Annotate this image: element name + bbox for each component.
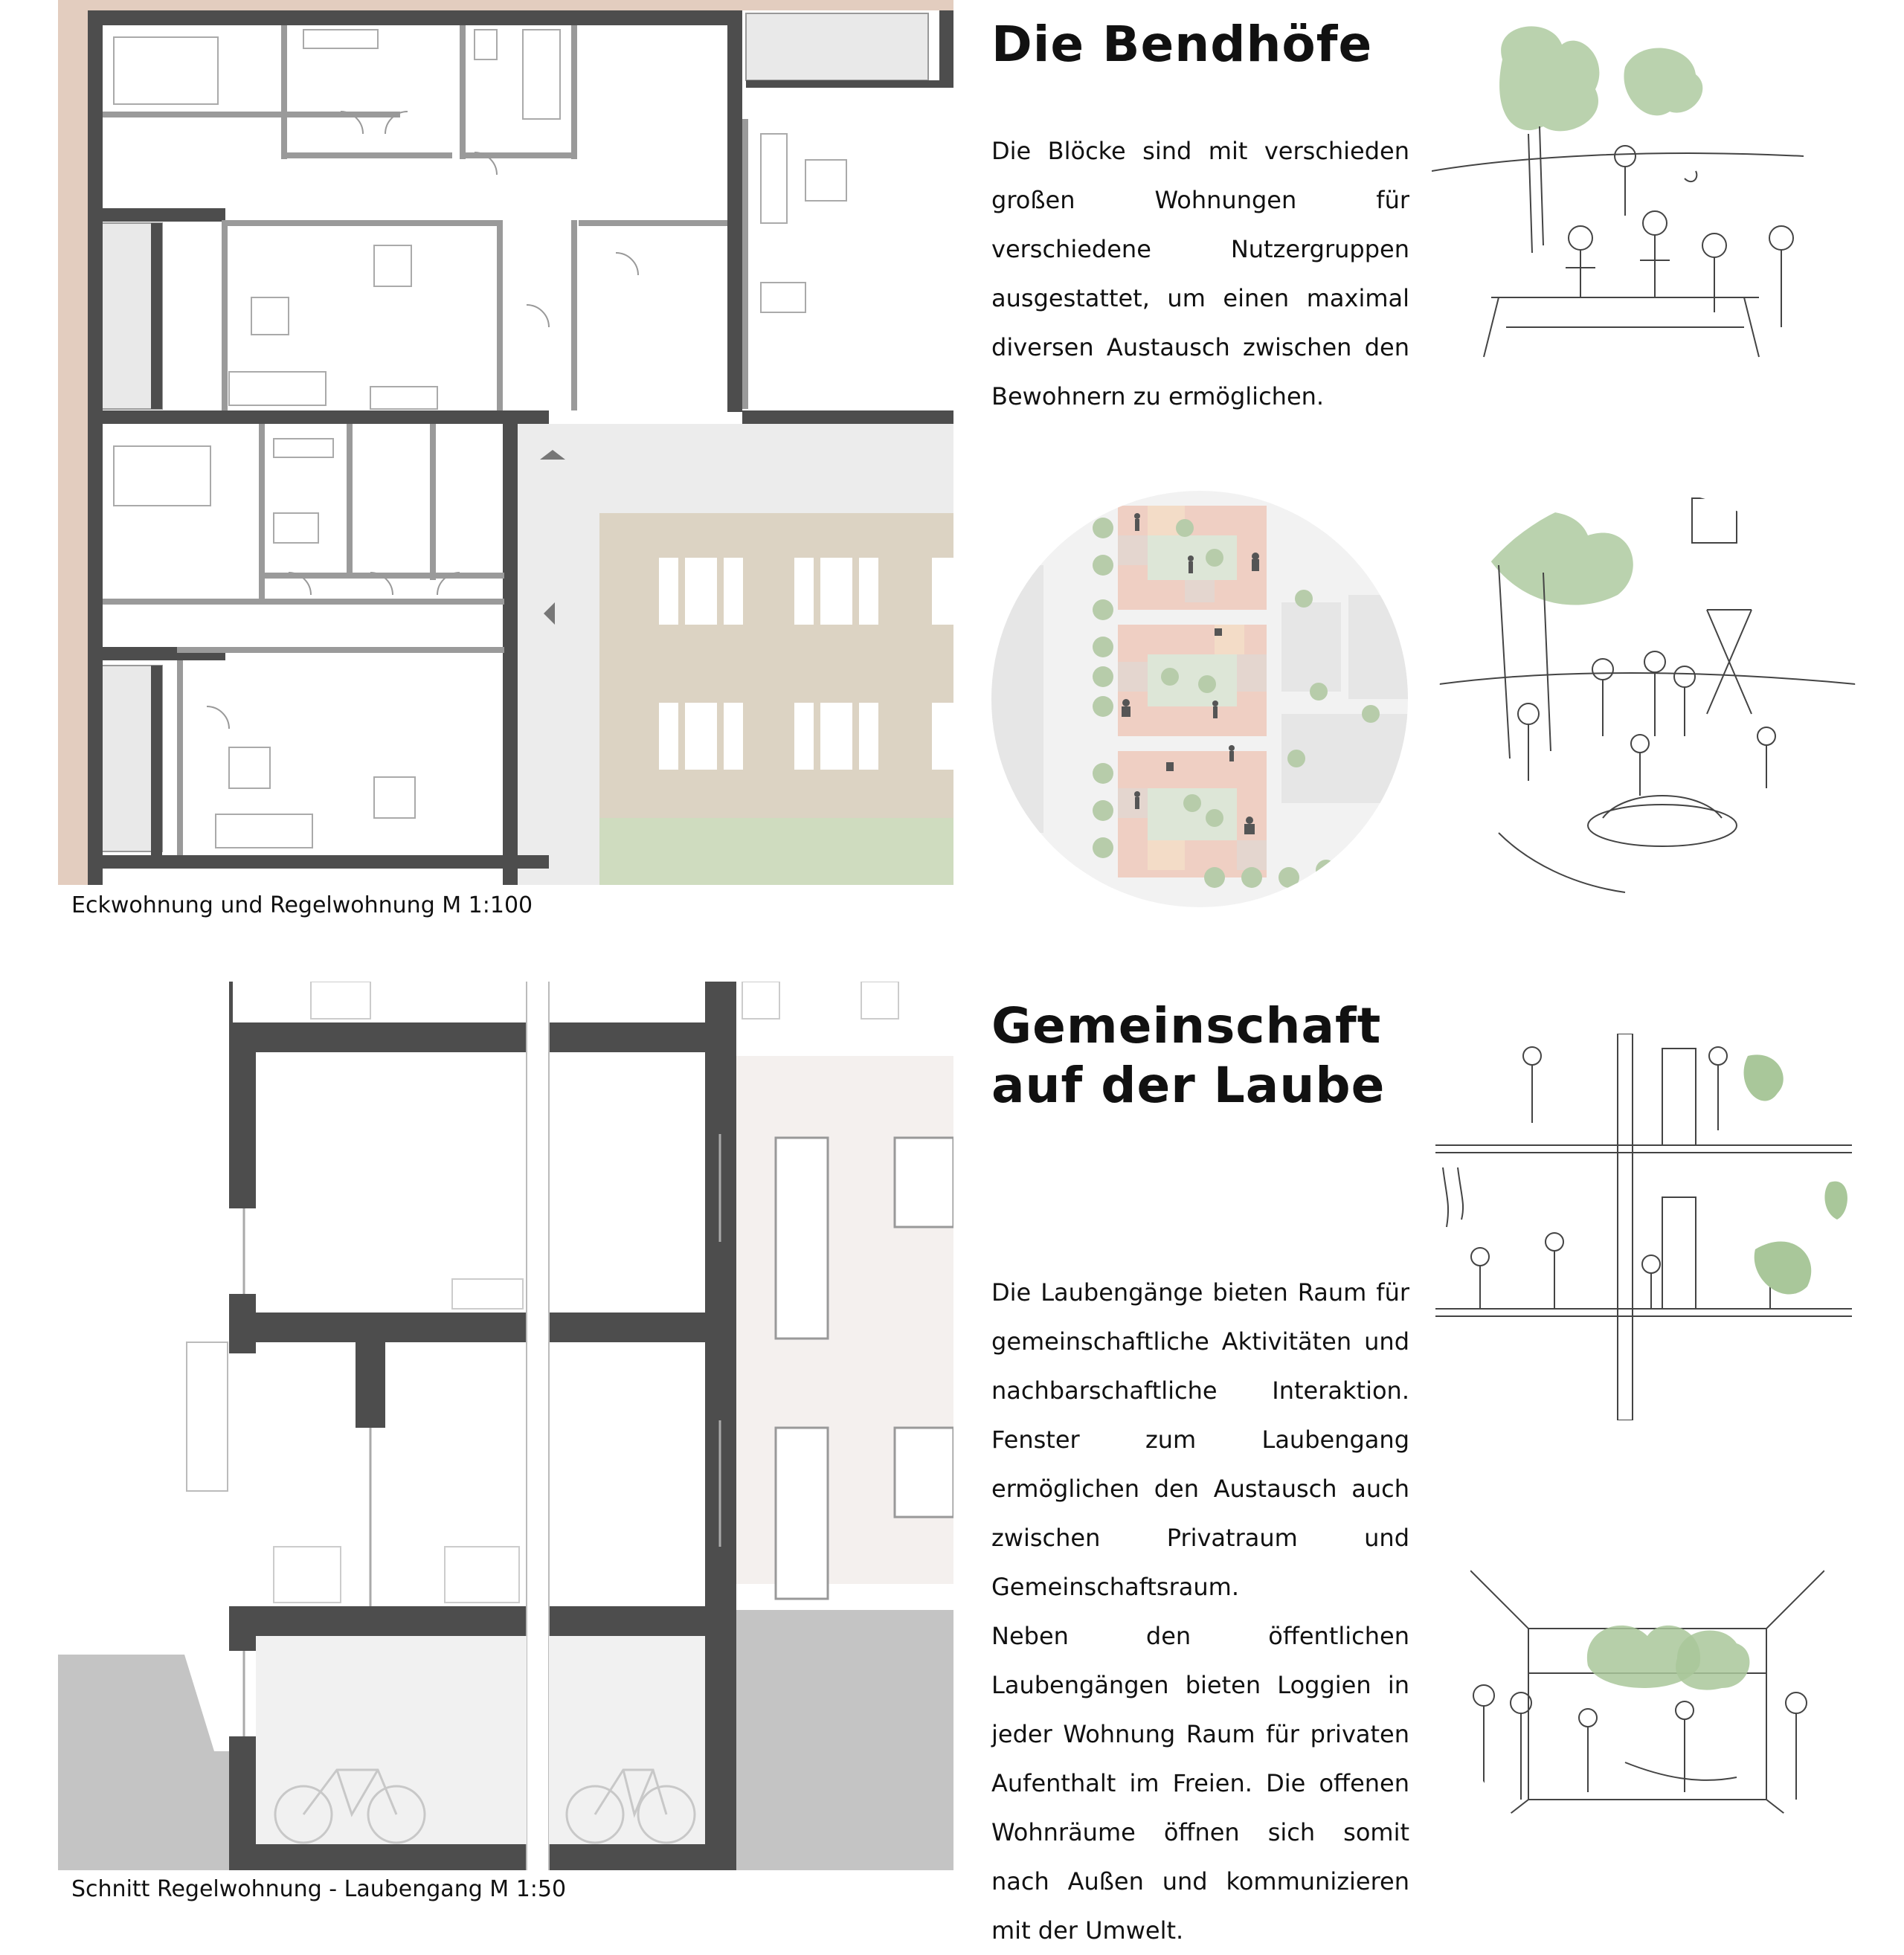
site-plan-circle	[991, 491, 1408, 907]
floorplan-caption: Eckwohnung und Regelwohnung M 1:100	[71, 892, 533, 918]
laube-title	[991, 996, 1408, 1115]
laube-title-line1: Gemeinschaft	[991, 997, 1382, 1054]
bendhoefe-paragraph	[991, 126, 1409, 421]
bendhoefe-paragraph-text: Die Blöcke sind mit verschieden großen Wohnungen für verschiedene Nutzergruppen ausgestattet, um einen maximal diversen Austausch zwischen den Bewohnern zu ermöglichen.	[991, 137, 1409, 410]
laube-paragraph-2: Neben den öffentlichen Laubengängen bieten Loggien in jeder Wohnung Raum für privaten Aufenthalt im Freien. Die offenen Wohnräume öffnen sich somit nach Außen und kommunizieren mit der Umwelt.	[991, 1622, 1409, 1945]
floor-plan-drawing	[58, 0, 953, 885]
playground-sketch-illustration	[1439, 491, 1856, 907]
laube-title-line2: auf der Laube	[991, 1057, 1386, 1114]
section-caption: Schnitt Regelwohnung - Laubengang M 1:50	[71, 1876, 567, 1902]
picnic-sketch-illustration	[1432, 15, 1848, 387]
bendhoefe-title: Die Bendhöfe	[991, 16, 1373, 73]
laube-paragraphs	[991, 1268, 1409, 1955]
gallery-sketch-illustration	[1435, 1034, 1852, 1420]
laube-paragraph-1: Die Laubengänge bieten Raum für gemeinschaftliche Aktivitäten und nachbarschaftliche Interaktion. Fenster zum Laubengang ermöglichen den Austausch auch zwischen Privatraum und Gemeinschaftsraum.	[991, 1278, 1409, 1601]
section-drawing	[58, 982, 953, 1870]
loggia-sketch-illustration	[1439, 1480, 1856, 1852]
